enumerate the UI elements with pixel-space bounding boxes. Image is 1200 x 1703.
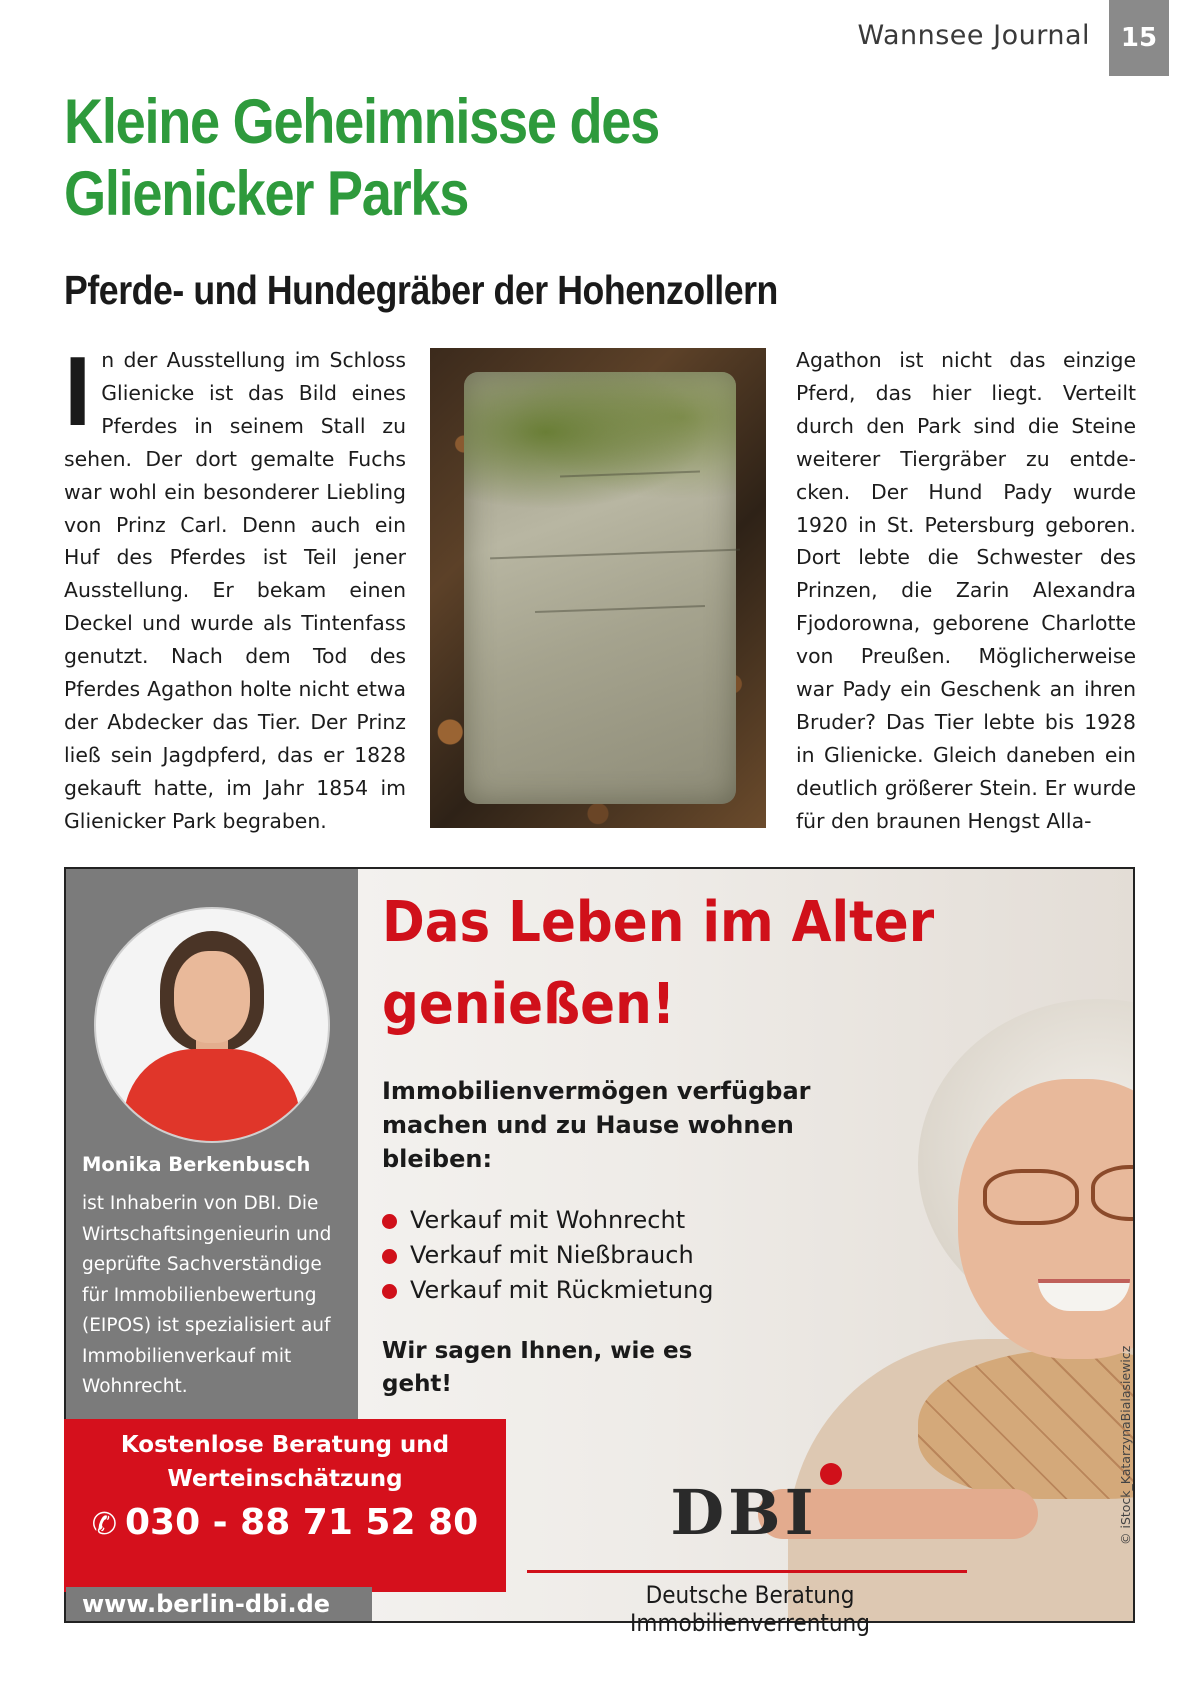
glasses-icon: [983, 1169, 1079, 1225]
journal-name: Wannsee Journal: [857, 20, 1090, 51]
phone-icon: ✆: [91, 1507, 117, 1542]
offer-list: [382, 1203, 782, 1308]
ad-subheadline: Immobilienvermögen verfügbar machen und zu Hause wohnen bleiben:: [382, 1077, 811, 1173]
red-dot-icon: [382, 1249, 397, 1264]
owner-bio: ist Inhaberin von DBI. Die Wirtschaftsingenieurin und geprüfte Sachverständige für Immobilienbewertung (EIPOS) ist spezialisiert auf Immobilienverkauf mit Wohnrecht.: [82, 1193, 332, 1397]
list-item: [382, 1273, 782, 1308]
page-number: 15: [1109, 0, 1169, 76]
list-item: [382, 1203, 782, 1238]
list-item: [382, 1238, 782, 1273]
portrait-face: [174, 951, 250, 1043]
article-column-right: Agathon ist nicht das einzige Pferd, das hier liegt. Verteilt durch den Park sind die Steine weiterer Tiergräber zu entdecken. Der Hund Pady wurde 1920 in St. Petersburg geboren. Dort lebte die Schwester des Prinzen, die Zarin Alexandra Fjodorowna, geborene Charlotte von Preußen. Möglicherweise war Pady ein Geschenk an ihren Bruder? Das Tier lebte bis 1928 in Glienicke. Gleich daneben ein deutlich größerer Stein. Er wurde für den braunen Hengst Alla-: [796, 348, 1136, 833]
owner-name: Monika Berkenbusch: [82, 1153, 311, 1176]
red-dot-icon: [382, 1284, 397, 1299]
article-subtitle: Pferde- und Hundegräber der Hohenzollern: [64, 267, 778, 313]
drop-cap: I: [64, 336, 92, 446]
article-text-left: n der Ausstellung im Schloss Glienicke ist das Bild eines Pferdes in seinem Stall zu sehen. Der dort gemalte Fuchs war wohl ein besonderer Liebling von Prinz Carl. Denn auch ein Huf des Pferdes ist Teil jener Ausstellung. Er bekam einen Deckel und wurde als Tintenfass genutzt. Nach dem Tod des Pferdes Agathon holte nicht etwa der Abdecker das Tier. Der Prinz ließ sein Jagdpferd, das er 1828 gekauft hatte, im Jahr 1854 im Glienicker Park begraben.: [64, 348, 406, 833]
phone-number-text: 030 - 88 71 52 80: [124, 1502, 479, 1543]
photo-credit: © iStock_KatarzynaBialasiewicz: [1118, 1345, 1133, 1545]
article-title: Kleine Geheimnisse des Glienicker Parks: [64, 87, 659, 229]
ad-headline: Das Leben im Alter genießen!: [382, 890, 935, 1037]
company-name: Deutsche Beratung Immobilienverrentung: [630, 1581, 870, 1637]
portrait-red-top: [124, 1049, 300, 1143]
list-item-label: Verkauf mit Rückmietung: [410, 1276, 714, 1304]
list-item-label: Verkauf mit Nießbrauch: [410, 1241, 694, 1269]
website-link[interactable]: www.berlin-dbi.de: [66, 1587, 372, 1621]
list-item-label: Verkauf mit Wohnrecht: [410, 1206, 686, 1234]
phone-number[interactable]: [64, 1502, 506, 1543]
free-consultation-text: Kostenlose Beratung und Werteinschätzung: [120, 1432, 450, 1492]
article-column-left: [64, 336, 406, 838]
gravestone-photo: [430, 348, 766, 828]
ad-call-to-action: Wir sagen Ihnen, wie es geht!: [382, 1338, 693, 1397]
owner-portrait: [94, 907, 330, 1143]
moss-texture: [464, 372, 736, 522]
logo-divider: [527, 1570, 967, 1573]
red-dot-icon: [382, 1214, 397, 1229]
dbi-logo: DBI: [670, 1476, 818, 1549]
